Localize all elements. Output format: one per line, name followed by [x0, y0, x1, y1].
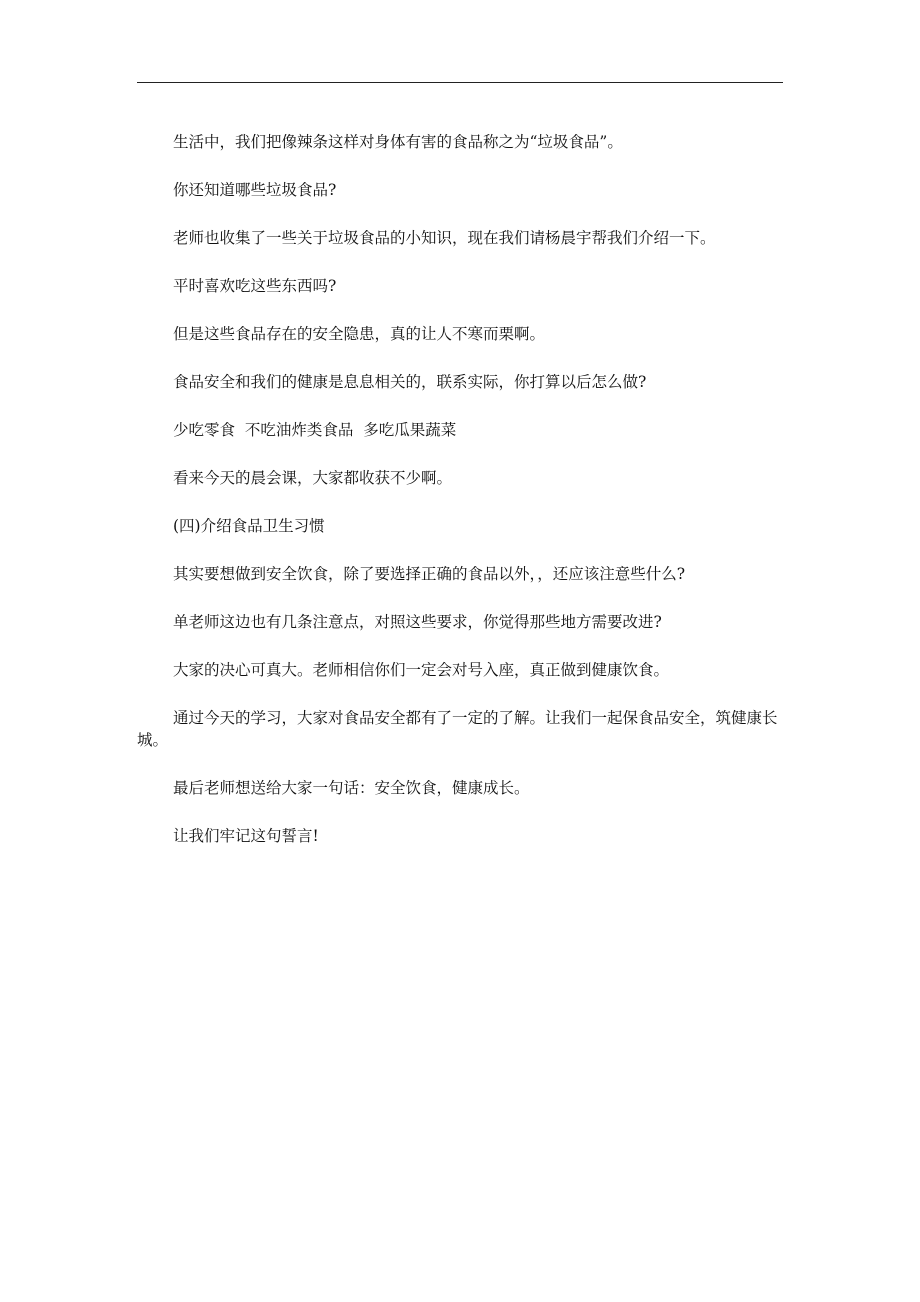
paragraph: 让我们牢记这句誓言! [173, 827, 319, 846]
paragraph: 看来今天的晨会课，大家都收获不少啊。 [173, 469, 453, 487]
paragraph: 老师也收集了一些关于垃圾食品的小知识，现在我们请杨晨宇帮我们介绍一下。 [173, 229, 716, 247]
paragraph: 通过今天的学习，大家对食品安全都有了一定的了解。让我们一起保食品安全，筑健康长城。 [137, 709, 778, 750]
paragraph: 平时喜欢吃这些东西吗? [173, 277, 337, 295]
paragraph: 少吃零食 不吃油炸类食品 多吃瓜果蔬菜 [173, 421, 457, 439]
paragraph: 大家的决心可真大。老师相信你们一定会对号入座，真正做到健康饮食。 [173, 661, 670, 679]
header-rule [137, 82, 783, 83]
document-body [137, 131, 783, 873]
paragraph: 食品安全和我们的健康是息息相关的，联系实际，你打算以后怎么做? [173, 373, 647, 391]
section-heading: (四)介绍食品卫生习惯 [173, 517, 325, 535]
paragraph: 最后老师想送给大家一句话：安全饮食，健康成长。 [173, 779, 530, 798]
paragraph: 你还知道哪些垃圾食品? [173, 181, 337, 199]
paragraph: 其实要想做到安全饮食，除了要选择正确的食品以外，，还应该注意些什么? [173, 565, 686, 583]
paragraph: 但是这些食品存在的安全隐患，真的让人不寒而栗啊。 [173, 325, 546, 343]
paragraph: 单老师这边也有几条注意点，对照这些要求，你觉得那些地方需要改进? [173, 613, 662, 631]
paragraph: 生活中，我们把像辣条这样对身体有害的食品称之为“垃圾食品”。 [173, 133, 623, 151]
